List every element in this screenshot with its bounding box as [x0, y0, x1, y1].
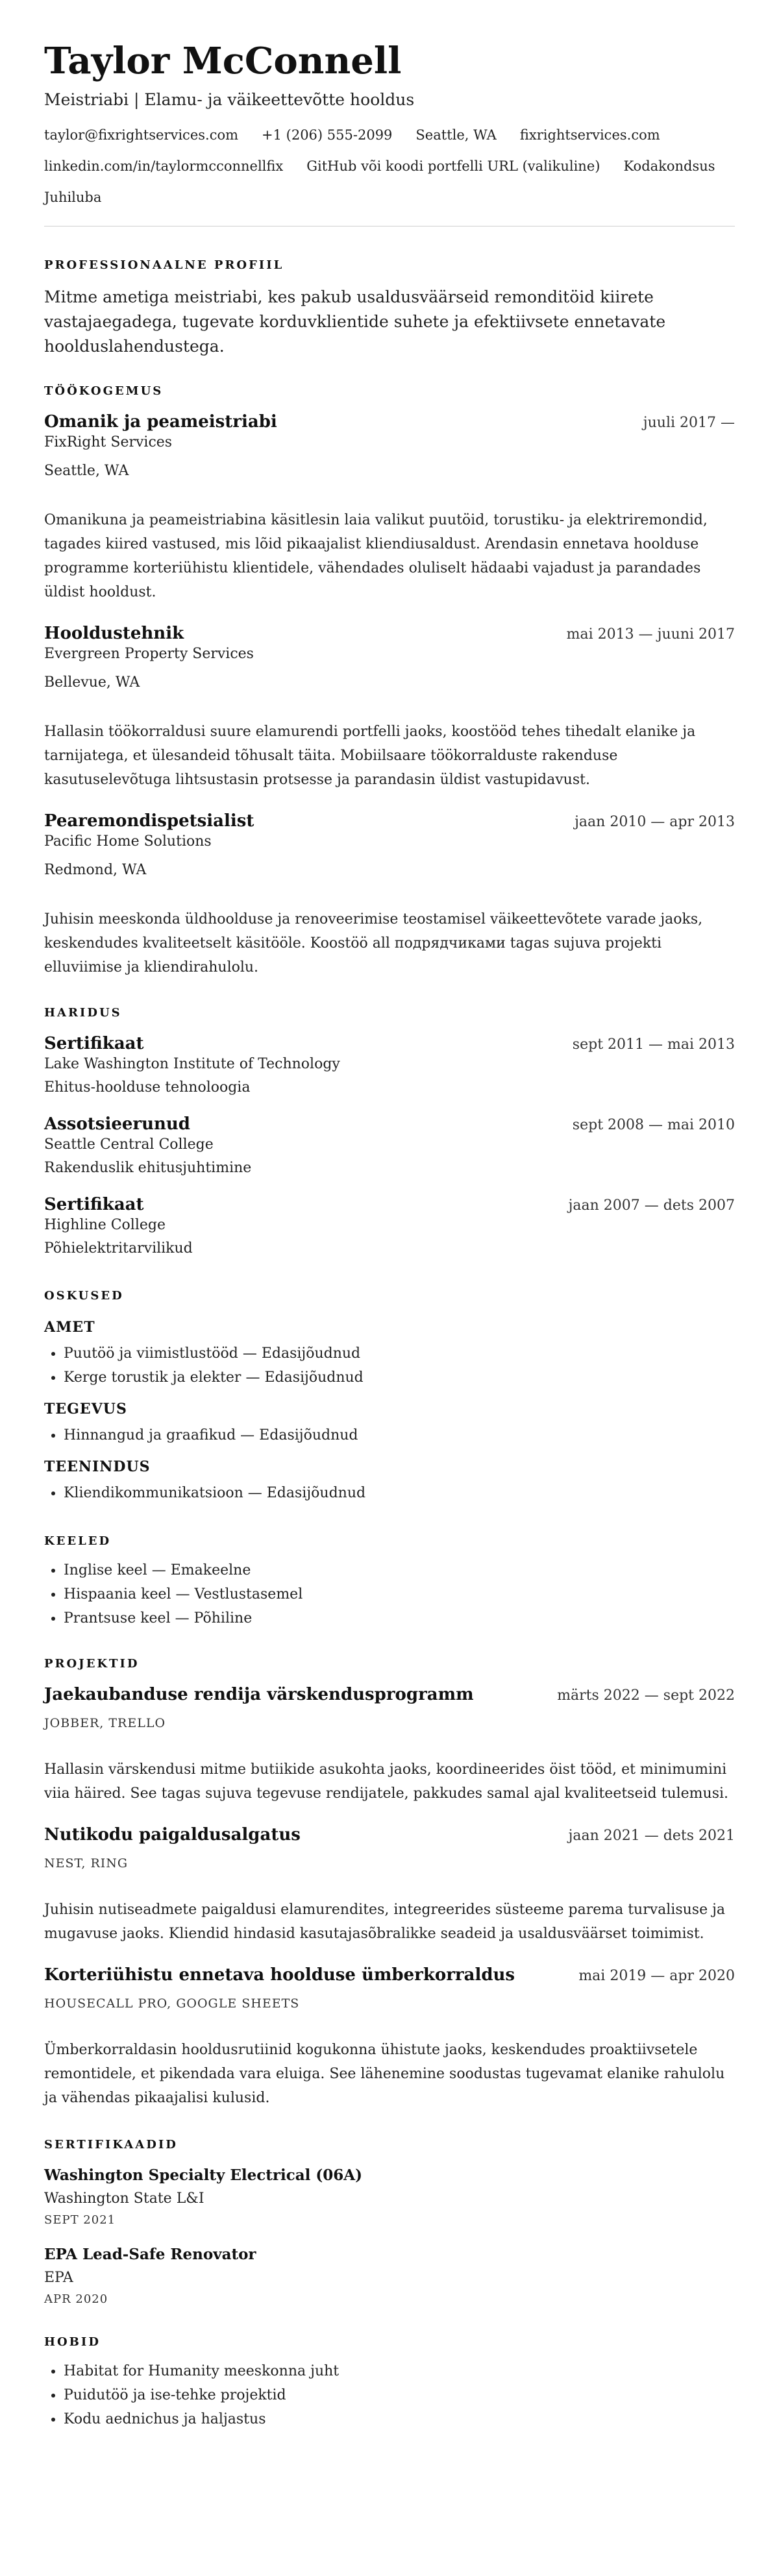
contact-github[interactable]: GitHub või koodi portfelli URL (valikuline) [306, 158, 600, 174]
project-tech: NEST, RING [44, 1856, 129, 1871]
skills-section [44, 1288, 735, 1505]
education-dates: sept 2008 — mai 2010 [572, 1117, 735, 1133]
contact-linkedin[interactable]: linkedin.com/in/taylormcconnellfix [44, 158, 284, 174]
degree-title: Sertifikaat [44, 1195, 144, 1214]
experience-entry [44, 810, 735, 979]
skill-category: TEENINDUS [44, 1458, 151, 1475]
certification-date: SEPT 2021 [44, 2213, 116, 2227]
job-location: Seattle, WA [44, 463, 129, 479]
job-description: Juhisin meeskonda üldhoolduse ja renoveerimise teostamisel väikeettevõtete varade jaoks, keskendudes kvaliteetselt käsitööle. Koostöö all подрядчиками tagas sujuva projekti elluviimise ja kliendirahulolu. [44, 911, 703, 975]
certification-issuer: Washington State L&I [44, 2190, 204, 2207]
contact-phone[interactable]: +1 (206) 555-2099 [262, 127, 393, 143]
certification-entry [44, 2166, 735, 2228]
contact-citizenship: Kodakondsus [623, 158, 715, 174]
hobby-item: • Kodu aednichus ja haljastus [64, 2407, 735, 2431]
section-title-education: HARIDUS [44, 1006, 122, 1020]
hobby-item: • Puidutöö ja ise-tehke projektid [64, 2383, 735, 2407]
project-title: Nutikodu paigaldusalgatus [44, 1825, 301, 1845]
degree-title: Sertifikaat [44, 1034, 144, 1053]
school-name: Lake Washington Institute of Technology [44, 1056, 340, 1072]
project-description: Ümberkorraldasin hooldusrutiinid kogukonna ühistute jaoks, keskendudes proaktiivsetele remontidele, et pikendada vara eluiga. See lähenemine soodustas tugevamat elanike rahulolu ja vähendas pikaajalisi kulusid. [44, 2042, 725, 2106]
contact-location: Seattle, WA [415, 127, 497, 143]
contact-line-2 [44, 157, 735, 175]
job-title: Omanik ja peameistriabi [44, 412, 277, 432]
skill-category: TEGEVUS [44, 1401, 127, 1417]
skill-item: • Puutöö ja viimistlustööd — Edasijõudnud [64, 1342, 735, 1366]
job-company: FixRight Services [44, 434, 173, 450]
section-title-skills: OSKUSED [44, 1289, 124, 1303]
language-item: • Inglise keel — Emakeelne [64, 1558, 735, 1582]
school-name: Highline College [44, 1217, 166, 1233]
job-dates: juuli 2017 — [643, 415, 735, 431]
contact-license: Juhiluba [44, 190, 102, 205]
project-entry [44, 1964, 735, 2110]
education-entry [44, 1033, 735, 1098]
hobby-item: • Habitat for Humanity meeskonna juht [64, 2359, 735, 2383]
job-dates: jaan 2010 — apr 2013 [575, 814, 735, 830]
section-title-experience: TÖÖKOGEMUS [44, 384, 164, 398]
job-dates: mai 2013 — juuni 2017 [566, 626, 735, 643]
contact-email[interactable]: taylor@fixrightservices.com [44, 127, 239, 143]
project-dates: jaan 2021 — dets 2021 [568, 1828, 735, 1844]
skill-category: AMET [44, 1319, 95, 1336]
projects-section [44, 1656, 735, 2110]
degree-title: Assotsieerunud [44, 1114, 190, 1134]
contact-line-3 [44, 188, 735, 206]
contact-website[interactable]: fixrightservices.com [519, 127, 660, 143]
certification-date: APR 2020 [44, 2292, 108, 2306]
language-item: • Prantsuse keel — Põhiline [64, 1606, 735, 1630]
section-title-projects: PROJEKTID [44, 1657, 140, 1671]
job-description: Hallasin töökorraldusi suure elamurendi portfelli jaoks, koostööd tehes tihedalt elanike ja tarnijatega, et ülesandeid tõhusalt täita. Mobiilsaare töökorralduste rakenduse kasutuselevõtuga lihtsustasin protsesse ja parandasin üldist vastupidavust. [44, 724, 696, 788]
certification-name: Washington Specialty Electrical (06A) [44, 2166, 362, 2184]
job-description: Omanikuna ja peameistriabina käsitlesin laia valikut puutöid, torustiku- ja elektriremondid, tagades kiired vastused, mis lõid pikaajalist kliendiusaldust. Arendasin ennetava hoolduse programme korteriühistu klientidele, vähendades oluliselt hädaabi vajadust ja parandades üldist hooldust. [44, 512, 708, 600]
profile-section [44, 258, 735, 359]
language-list [44, 1558, 735, 1630]
experience-entry [44, 622, 735, 792]
project-tech: HOUSECALL PRO, GOOGLE SHEETS [44, 1996, 300, 2011]
experience-section [44, 384, 735, 979]
skill-item: • Hinnangud ja graafikud — Edasijõudnud [64, 1423, 735, 1447]
skill-list [44, 1423, 735, 1447]
skill-list [44, 1342, 735, 1390]
education-dates: sept 2011 — mai 2013 [572, 1037, 735, 1053]
section-title-profile: PROFESSIONAALNE PROFIIL [44, 258, 284, 272]
project-entry [44, 1684, 735, 1806]
experience-entry [44, 411, 735, 604]
education-entry [44, 1194, 735, 1258]
hobbies-section [44, 2335, 735, 2431]
project-tech: JOBBER, TRELLO [44, 1716, 166, 1730]
skill-group [44, 1458, 735, 1505]
job-title: Pearemondispetsialist [44, 811, 254, 831]
education-section [44, 1005, 735, 1258]
contact-line [44, 126, 735, 144]
section-title-languages: KEELED [44, 1534, 112, 1548]
candidate-headline: Meistriabi | Elamu- ja väikeettevõtte hooldus [44, 90, 415, 109]
skill-item: • Kerge torustik ja elekter — Edasijõudnud [64, 1366, 735, 1390]
project-entry [44, 1824, 735, 1946]
skill-list [44, 1481, 735, 1505]
job-location: Redmond, WA [44, 862, 147, 878]
project-title: Jaekaubanduse rendija värskendusprogramm [44, 1685, 474, 1704]
certification-issuer: EPA [44, 2270, 73, 2286]
project-title: Korteriühistu ennetava hoolduse ümberkorraldus [44, 1965, 515, 1985]
project-description: Juhisin nutiseadmete paigaldusi elamurendites, integreerides süsteeme parema turvalisuse ja mugavuse jaoks. Kliendid hindasid kasutajasõbralikke seadeid ja usaldusväärset toimimist. [44, 1902, 726, 1942]
header-divider [44, 226, 735, 227]
project-description: Hallasin värskendusi mitme butiikide asukohta jaoks, koordineerides öist tööd, et minimumini viia häired. See tagas sujuva tegevuse rendijatele, pakkudes samal ajal kvaliteetseid tulemusi. [44, 1761, 729, 1802]
section-title-certifications: SERTIFIKAADID [44, 2138, 178, 2152]
job-company: Pacific Home Solutions [44, 833, 212, 850]
skill-group [44, 1318, 735, 1390]
language-item: • Hispaania keel — Vestlustasemel [64, 1582, 735, 1606]
hobby-list [44, 2359, 735, 2431]
skill-item: • Kliendikommunikatsioon — Edasijõudnud [64, 1481, 735, 1505]
school-name: Seattle Central College [44, 1136, 214, 1153]
job-company: Evergreen Property Services [44, 646, 254, 662]
certifications-section [44, 2137, 735, 2307]
project-dates: märts 2022 — sept 2022 [557, 1687, 735, 1704]
candidate-name: Taylor McConnell [44, 40, 402, 82]
certification-name: EPA Lead-Safe Renovator [44, 2246, 256, 2263]
job-title: Hooldustehnik [44, 624, 184, 643]
job-location: Bellevue, WA [44, 674, 140, 691]
resume-header [44, 38, 735, 206]
education-dates: jaan 2007 — dets 2007 [568, 1197, 735, 1214]
project-dates: mai 2019 — apr 2020 [578, 1968, 735, 1984]
study-field: Ehitus-hoolduse tehnoloogia [44, 1079, 251, 1096]
languages-section [44, 1534, 735, 1630]
skill-group [44, 1400, 735, 1447]
study-field: Põhielektritarvilikud [44, 1240, 193, 1257]
certification-entry [44, 2245, 735, 2307]
education-entry [44, 1113, 735, 1178]
profile-summary: Mitme ametiga meistriabi, kes pakub usaldusväärseid remonditöid kiirete vastajaegadega, tugevate korduvklientide suhete ja efektiivsete ennetavate hoolduslahendustega. [44, 288, 666, 356]
study-field: Rakenduslik ehitusjuhtimine [44, 1160, 252, 1176]
section-title-hobbies: HOBID [44, 2335, 101, 2349]
